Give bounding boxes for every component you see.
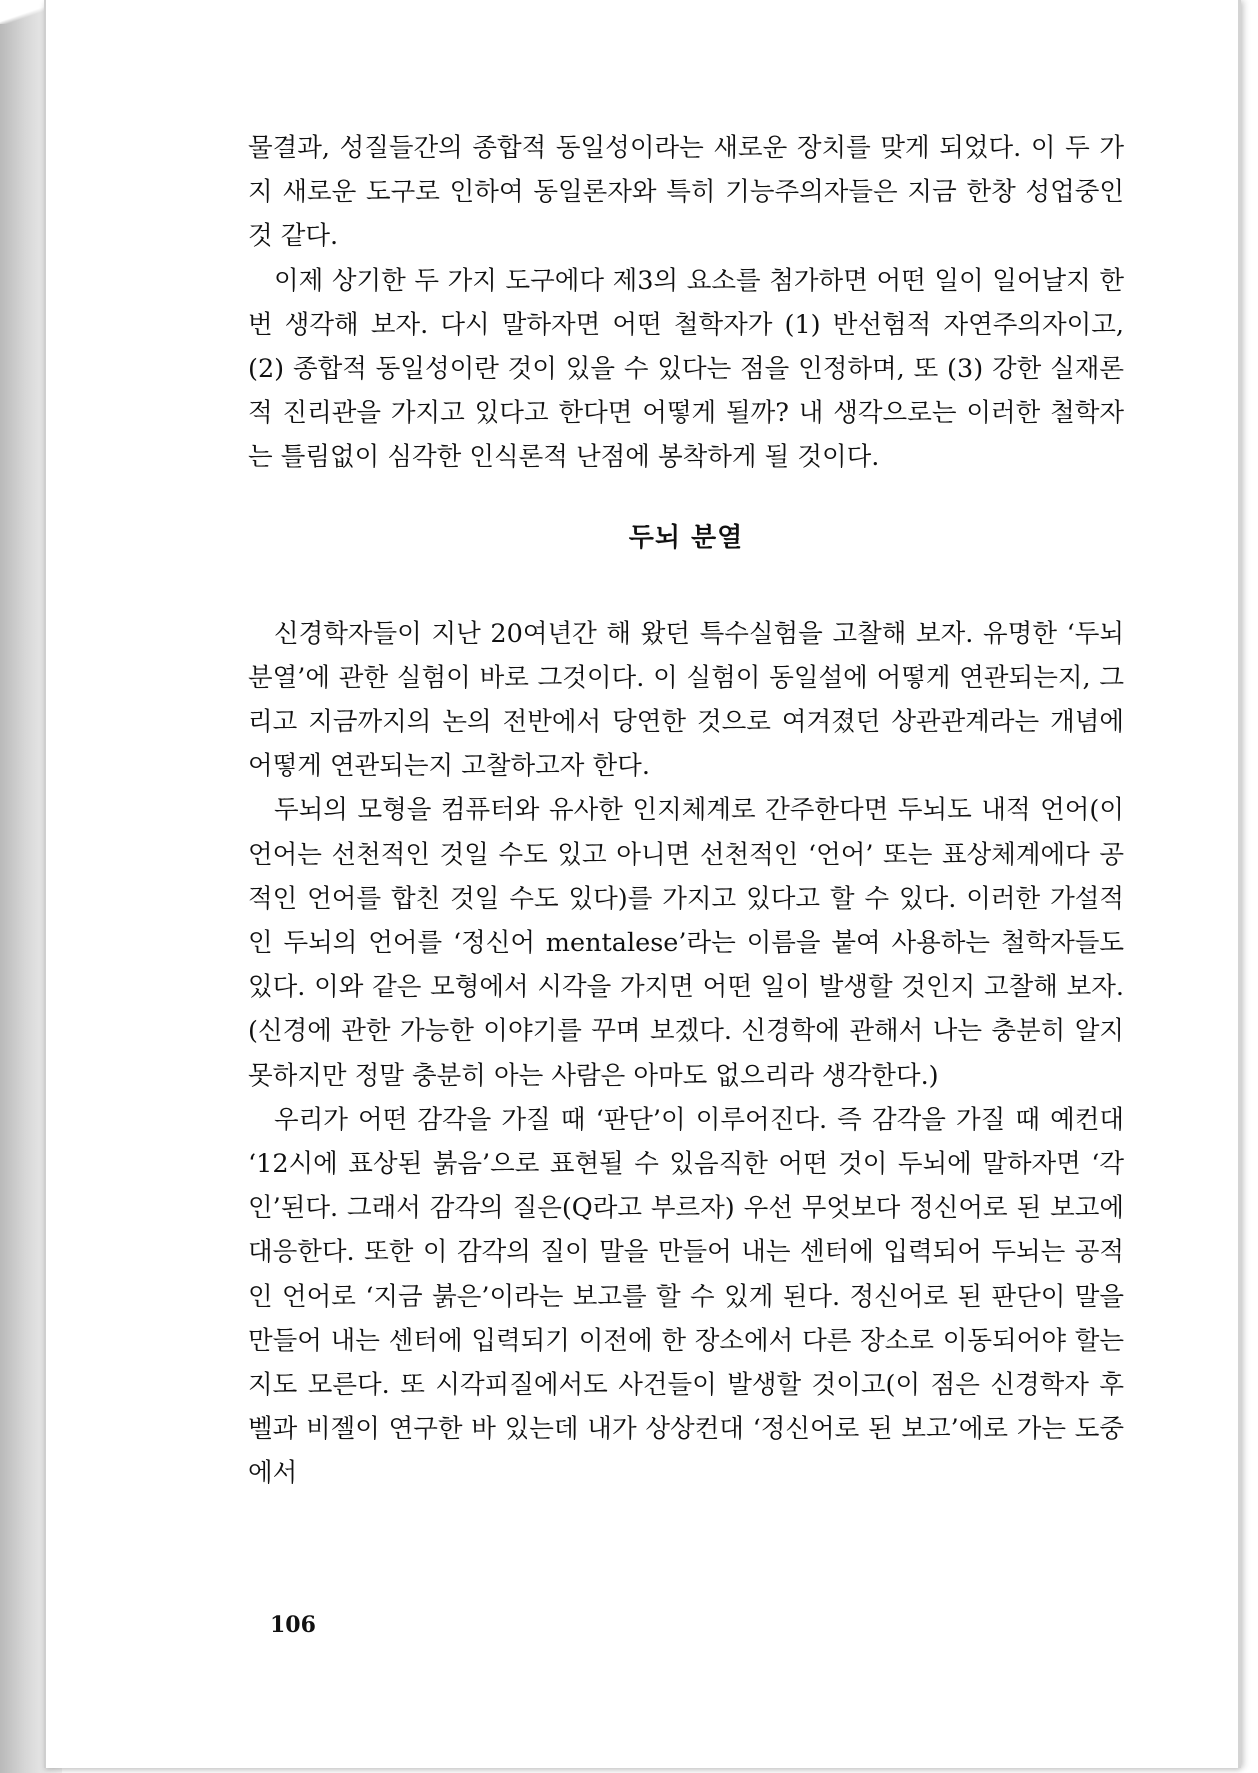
page-edge bbox=[1238, 0, 1241, 1768]
page-number: 106 bbox=[270, 1612, 316, 1638]
paragraph: 신경학자들이 지난 20여년간 해 왔던 특수실험을 고찰해 보자. 유명한 ‘두뇌 분열’에 관한 실험이 바로 그것이다. 이 실험이 동일설에 어떻게 연관되는지, 그리고 지금까지의 논의 전반에서 당연한 것으로 여겨졌던 상관관계라는 개념에 어떻게 연관되는지 고찰하고자 한다. bbox=[248, 618, 1124, 782]
paragraph-continued: 물결과, 성질들간의 종합적 동일성이라는 새로운 장치를 맞게 되었다. 이 두 가지 새로운 도구로 인하여 동일론자와 특히 기능주의자들은 지금 한창 성업중인 것 같다. bbox=[248, 133, 1124, 252]
section-body bbox=[248, 606, 1124, 1496]
section-heading: 두뇌 분열 bbox=[628, 522, 744, 553]
paragraph: 두뇌의 모형을 컴퓨터와 유사한 인지체계로 간주한다면 두뇌도 내적 언어(이 언어는 선천적인 것일 수도 있고 아니면 선천적인 ‘언어’ 또는 표상체계에다 공적인 언어를 합친 것일 수도 있다)를 가지고 있다고 할 수 있다. 이러한 가설적인 두뇌의 언어를 ‘정신어 mentalese’라는 이름을 붙여 사용하는 철학자들도 있다. 이와 같은 모형에서 시각을 가지면 어떤 일이 발생할 것인지 고찰해 보자.(신경에 관한 가능한 이야기를 꾸며 보겠다. 신경학에 관해서 나는 충분히 알지 못하지만 정말 충분히 아는 사람은 아마도 없으리라 생각한다.) bbox=[248, 795, 1124, 1091]
paragraph: 이제 상기한 두 가지 도구에다 제3의 요소를 첨가하면 어떤 일이 일어날지 한번 생각해 보자. 다시 말하자면 어떤 철학자가 (1) 반선험적 자연주의자이고, (2) 종합적 동일성이란 것이 있을 수 있다는 점을 인정하며, 또 (3) 강한 실재론적 진리관을 가지고 있다고 한다면 어떻게 될까? 내 생각으로는 이러한 철학자는 틀림없이 심각한 인식론적 난점에 봉착하게 될 것이다. bbox=[248, 265, 1124, 473]
page-body bbox=[248, 126, 1124, 1496]
paragraph: 우리가 어떤 감각을 가질 때 ‘판단’이 이루어진다. 즉 감각을 가질 때 예컨대 ‘12시에 표상된 붉음’으로 표현될 수 있음직한 어떤 것이 두뇌에 말하자면 ‘각인’된다. 그래서 감각의 질은(Q라고 부르자) 우선 무엇보다 정신어로 된 보고에 대응한다. 또한 이 감각의 질이 말을 만들어 내는 센터에 입력되어 두뇌는 공적인 언어로 ‘지금 붉은’이라는 보고를 할 수 있게 된다. 정신어로 된 판단이 말을 만들어 내는 센터에 입력되기 이전에 한 장소에서 다른 장소로 이동되어야 할는지도 모른다. 또 시각피질에서도 사건들이 발생할 것이고(이 점은 신경학자 후벨과 비젤이 연구한 바 있는데 내가 상상컨대 ‘정신어로 된 보고’에로 가는 도중에서 bbox=[248, 1104, 1124, 1489]
